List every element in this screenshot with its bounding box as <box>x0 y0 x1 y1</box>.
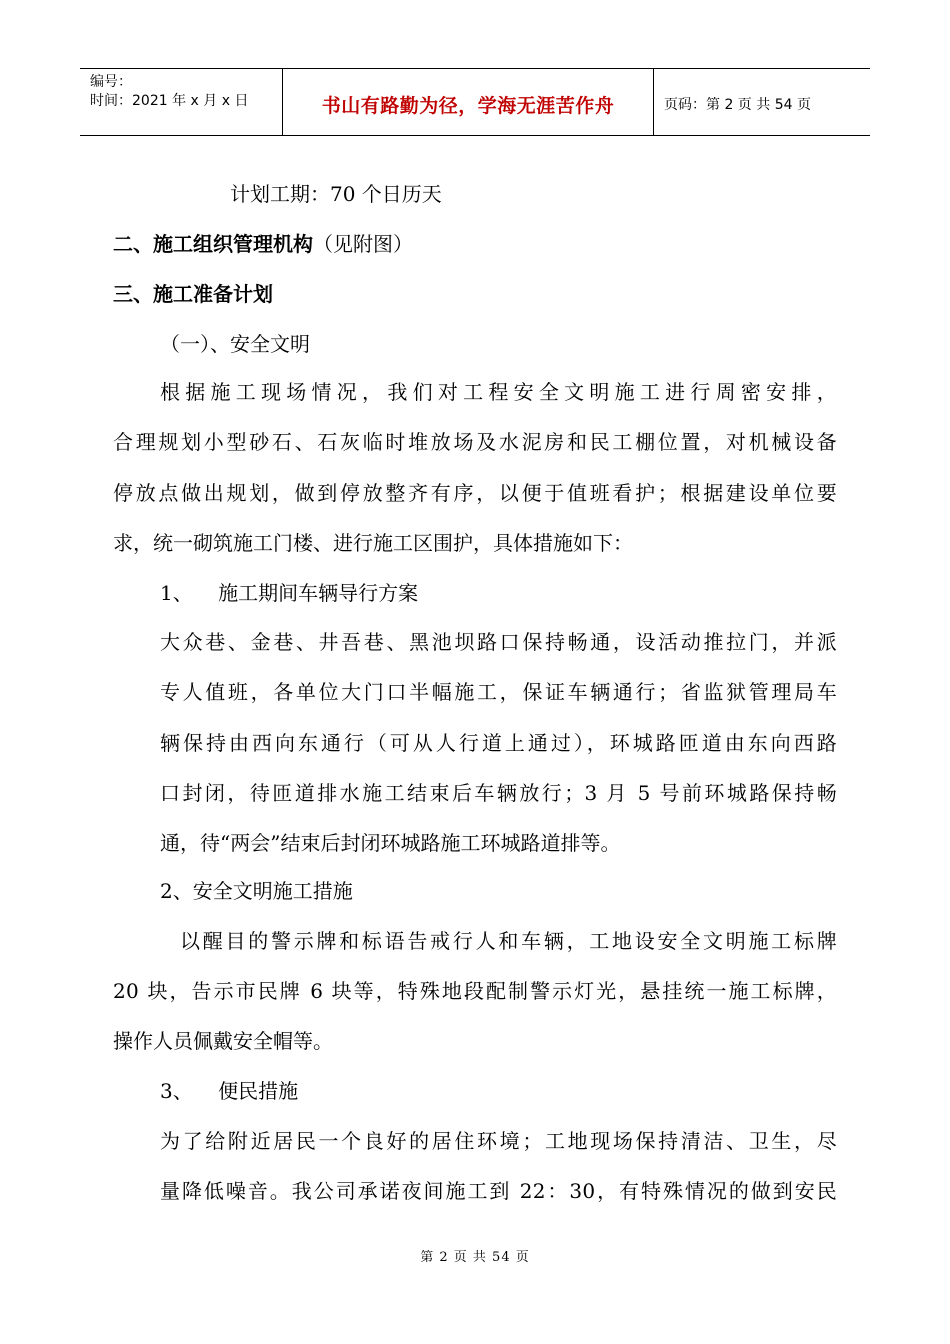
section-3-heading: 三、施工准备计划 <box>113 282 273 306</box>
header-meta-cell <box>80 69 283 135</box>
subsection-1-heading: （一）、安全文明 <box>160 332 310 356</box>
intro-line-1: 根据施工现场情况，我们对工程安全文明施工进行周密安排， <box>160 380 837 404</box>
header-motto-cell <box>283 69 654 135</box>
item-1-line-5: 通，待“两会”结束后封闭环城路施工环城路道排等。 <box>160 831 621 855</box>
page-footer: 第 2 页 共 54 页 <box>420 1250 530 1265</box>
item-1-line-2: 专人值班，各单位大门口半幅施工，保证车辆通行；省监狱管理局车 <box>160 680 837 704</box>
item-2-line-3: 操作人员佩戴安全帽等。 <box>113 1029 333 1053</box>
item-1-heading: 1、 施工期间车辆导行方案 <box>160 581 419 605</box>
section-2-note: （见附图） <box>313 232 413 256</box>
item-3-heading: 3、 便民措施 <box>160 1079 299 1103</box>
header-page-cell <box>654 69 870 135</box>
intro-line-3: 停放点做出规划，做到停放整齐有序，以便于值班看护；根据建设单位要 <box>113 481 837 505</box>
item-3-line-1: 为了给附近居民一个良好的居住环境；工地现场保持清洁、卫生，尽 <box>160 1129 837 1153</box>
item-2-line-2: 20 块，告示市民牌 6 块等，特殊地段配制警示灯光，悬挂统一施工标牌， <box>113 979 837 1003</box>
item-1-line-3: 辆保持由西向东通行（可从人行道上通过），环城路匝道由东向西路 <box>160 731 837 755</box>
header-motto: 书山有路勤为径，学海无涯苦作舟 <box>321 95 615 117</box>
page-header <box>80 68 870 136</box>
header-page-info: 页码：第 2 页 共 54 页 <box>664 97 811 113</box>
section-2-title: 二、施工组织管理机构 <box>113 232 313 256</box>
document-date-label: 时间：2021 年 x 月 x 日 <box>90 93 249 109</box>
schedule-line: 计划工期：70 个日历天 <box>230 182 442 206</box>
item-1-line-1: 大众巷、金巷、井吾巷、黑池坝路口保持畅通，设活动推拉门，并派 <box>160 630 837 654</box>
intro-line-4: 求，统一砌筑施工门楼、进行施工区围护，具体措施如下： <box>113 531 633 555</box>
document-number-label: 编号： <box>90 74 132 90</box>
item-2-line-1: 以醒目的警示牌和标语告戒行人和车辆，工地设安全文明施工标牌 <box>180 929 837 953</box>
section-2-heading <box>113 229 837 259</box>
intro-line-2: 合理规划小型砂石、石灰临时堆放场及水泥房和民工棚位置，对机械设备 <box>113 430 837 454</box>
item-3-line-2: 量降低噪音。我公司承诺夜间施工到 22：30，有特殊情况的做到安民 <box>160 1179 837 1203</box>
item-2-heading: 2、安全文明施工措施 <box>160 879 353 903</box>
item-1-line-4: 口封闭，待匝道排水施工结束后车辆放行；3 月 5 号前环城路保持畅 <box>160 781 837 805</box>
